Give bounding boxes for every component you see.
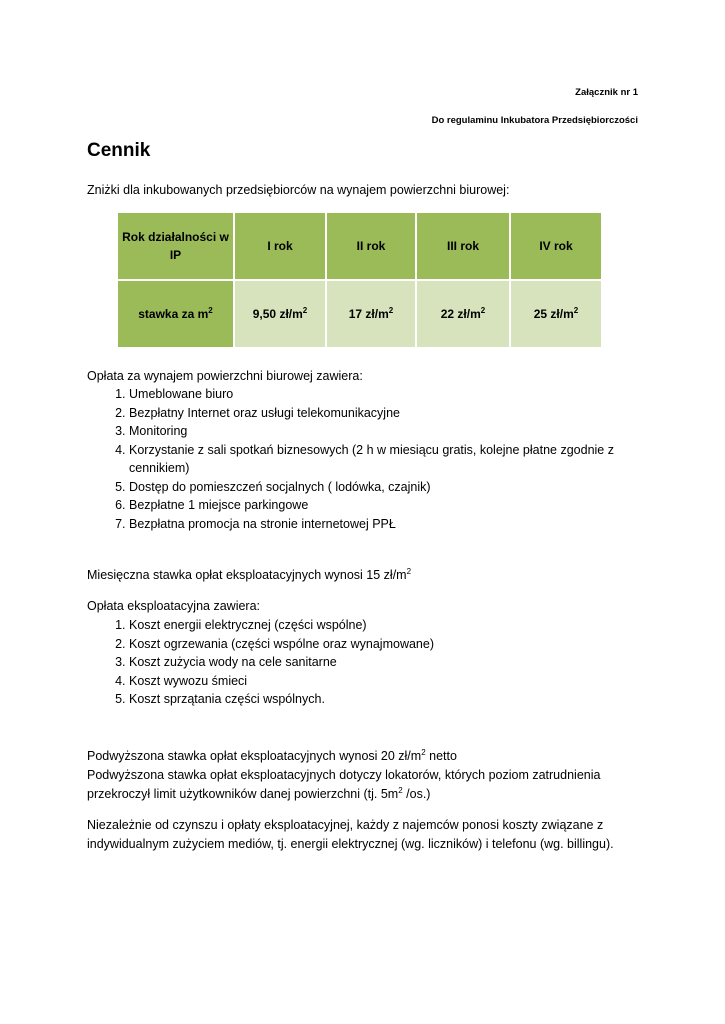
condition-suffix: /os.) bbox=[402, 786, 431, 801]
operating-rate-text: Miesięczna stawka opłat eksploatacyjnych wynosi 15 zł/m bbox=[87, 568, 407, 582]
operating-rate bbox=[87, 566, 627, 585]
rent-includes-list bbox=[87, 385, 639, 533]
list-item: 5. Koszt sprzątania części wspólnych. bbox=[129, 690, 639, 709]
list-item: 4. Koszt wywozu śmieci bbox=[129, 672, 639, 691]
increased-rate-suffix: netto bbox=[425, 749, 457, 763]
superscript: 2 bbox=[388, 306, 394, 315]
table-header-cell: III rok bbox=[417, 213, 509, 279]
list-item: 3. Koszt zużycia wody na cele sanitarne bbox=[129, 653, 639, 672]
list-item: 6. Bezpłatne 1 miejsce parkingowe bbox=[129, 496, 639, 515]
table-header-cell bbox=[118, 213, 233, 279]
list-item: 3. Monitoring bbox=[129, 422, 639, 441]
row-label-text: stawka za m bbox=[138, 307, 209, 321]
superscript: 2 bbox=[573, 306, 579, 315]
regulation-label: Do regulaminu Inkubatora Przedsiębiorczości bbox=[431, 115, 638, 126]
increased-rate bbox=[87, 747, 627, 766]
table-row bbox=[118, 281, 601, 347]
list-item: 7. Bezpłatna promocja na stronie internetowej PPŁ bbox=[129, 515, 639, 534]
table-header-cell: I rok bbox=[235, 213, 325, 279]
condition-text: Podwyższona stawka opłat eksploatacyjnych dotyczy lokatorów, których poziom zatrudnienia przekroczył limit użytkowników danej powierzchni (tj. 5m bbox=[87, 768, 601, 801]
list-item: 2. Bezpłatny Internet oraz usługi telekomunikacyjne bbox=[129, 404, 639, 423]
superscript: 2 bbox=[398, 785, 403, 795]
increased-rate-condition bbox=[87, 766, 627, 803]
additional-costs-note: Niezależnie od czynszu i opłaty eksploatacyjnej, każdy z najemców ponosi koszty związane z indywidualnym zużyciem mediów, tj. energii elektrycznej (wg. liczników) i telefonu (wg. billingu). bbox=[87, 818, 614, 851]
table-cell bbox=[417, 281, 509, 347]
increased-rate-text: Podwyższona stawka opłat eksploatacyjnych wynosi 20 zł/m bbox=[87, 749, 422, 763]
rate-value: 25 zł/m bbox=[533, 307, 574, 321]
superscript: 2 bbox=[480, 306, 486, 315]
superscript: 2 bbox=[208, 306, 213, 315]
list-item: 4. Korzystanie z sali spotkań biznesowych (2 h w miesiącu gratis, kolejne płatne zgodnie z cennikiem) bbox=[129, 441, 639, 478]
table-cell bbox=[511, 281, 601, 347]
page-title: Cennik bbox=[87, 140, 151, 161]
list-item: 1. Umeblowane biuro bbox=[129, 385, 639, 404]
attachment-label: Załącznik nr 1 bbox=[575, 87, 638, 98]
price-table bbox=[116, 211, 603, 349]
discount-intro: Zniżki dla inkubowanych przedsiębiorców na wynajem powierzchni biurowej: bbox=[87, 183, 510, 197]
table-cell bbox=[327, 281, 415, 347]
rate-value: 17 zł/m bbox=[348, 307, 389, 321]
table-header-cell: IV rok bbox=[511, 213, 601, 279]
rate-value: 9,50 zł/m bbox=[252, 307, 303, 321]
superscript: 2 bbox=[421, 747, 426, 757]
table-row-label bbox=[118, 281, 233, 347]
list-item: 2. Koszt ogrzewania (części wspólne oraz wynajmowane) bbox=[129, 635, 639, 654]
operating-includes-heading: Opłata eksploatacyjna zawiera: bbox=[87, 599, 261, 613]
table-header-cell: II rok bbox=[327, 213, 415, 279]
list-item: 5. Dostęp do pomieszczeń socjalnych ( lodówka, czajnik) bbox=[129, 478, 639, 497]
operating-includes-list bbox=[87, 616, 639, 709]
table-header-row bbox=[118, 213, 601, 279]
table-cell bbox=[235, 281, 325, 347]
superscript: 2 bbox=[406, 566, 412, 576]
superscript: 2 bbox=[302, 306, 308, 315]
header-text: Rok działalności w IP bbox=[122, 230, 229, 262]
list-item: 1. Koszt energii elektrycznej (części wspólne) bbox=[129, 616, 639, 635]
rent-includes-heading: Opłata za wynajem powierzchni biurowej zawiera: bbox=[87, 369, 363, 383]
rate-value: 22 zł/m bbox=[440, 307, 481, 321]
